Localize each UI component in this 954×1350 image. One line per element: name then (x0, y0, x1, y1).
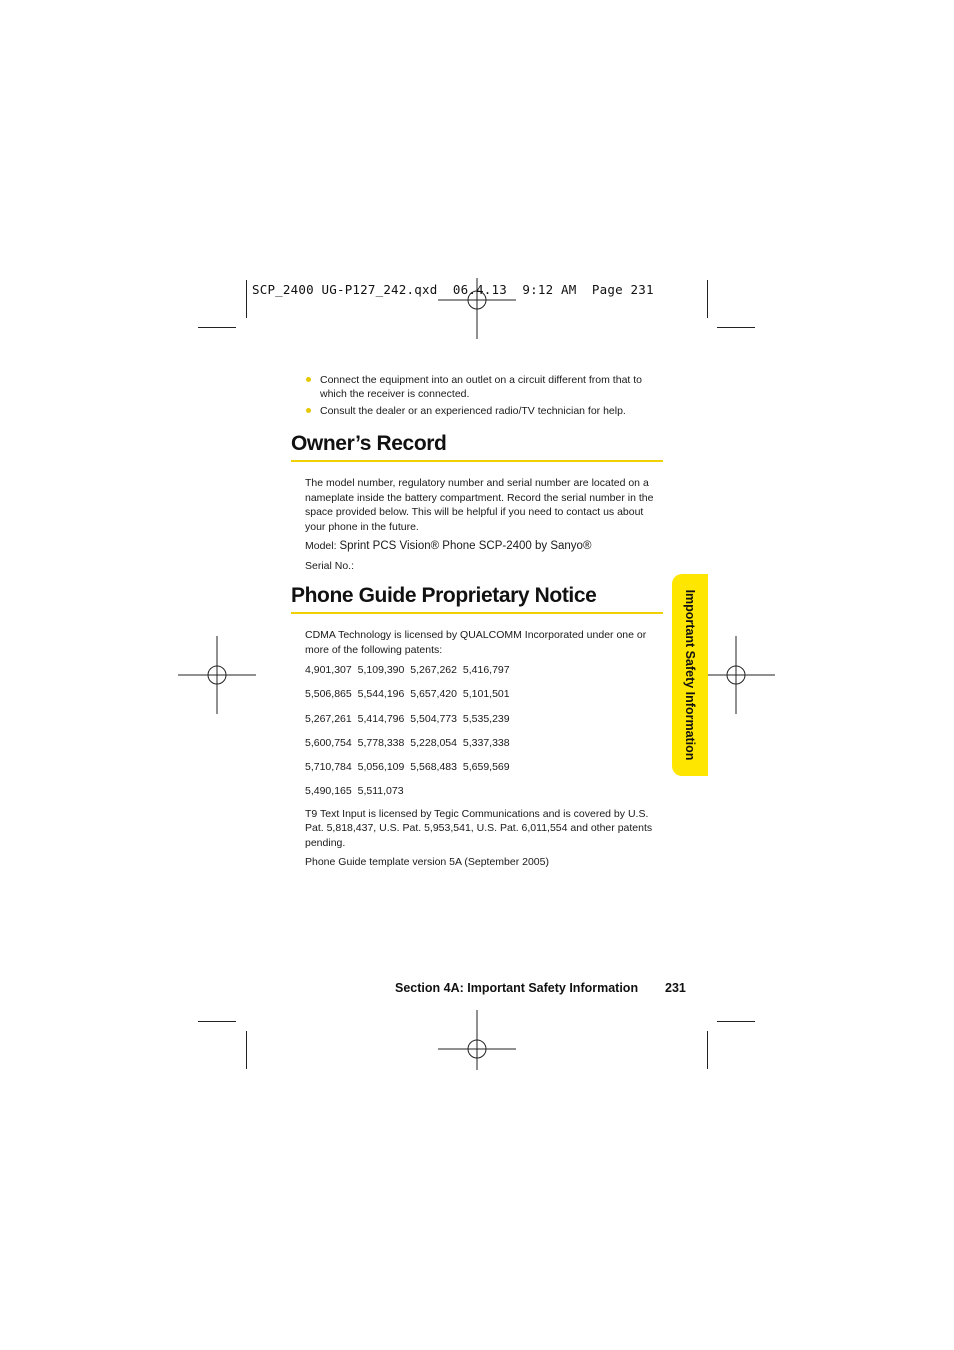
bullet-list (305, 373, 665, 421)
crop-mark (717, 1021, 755, 1022)
patent-row: 5,600,754 5,778,338 5,228,054 5,337,338 (305, 736, 510, 749)
crop-mark (198, 1021, 236, 1022)
patent-row: 5,267,261 5,414,796 5,504,773 5,535,239 (305, 712, 510, 725)
bullet-icon (306, 408, 311, 413)
notice-section (305, 628, 663, 875)
list-item (305, 373, 665, 401)
serial-label: Serial No.: (305, 559, 355, 572)
model-label: Model: (305, 540, 337, 552)
t9-notice: T9 Text Input is licensed by Tegic Communications and is covered by U.S. Pat. 5,818,437, U.S. Pat. 5,953,541, U.S. Pat. 6,011,554 and other patents pending. (305, 807, 653, 849)
owners-record-heading: Owner’s Record (291, 432, 663, 462)
registration-mark-icon (438, 261, 516, 339)
page-number: 231 (665, 981, 686, 995)
template-version: Phone Guide template version 5A (September 2005) (305, 856, 549, 869)
side-tab-label: Important Safety Information (683, 589, 697, 761)
crop-mark (707, 280, 708, 318)
notice-heading: Phone Guide Proprietary Notice (291, 584, 663, 614)
registration-mark-icon (438, 1010, 516, 1088)
bullet-icon (306, 377, 311, 382)
patent-row: 4,901,307 5,109,390 5,267,262 5,416,797 (305, 664, 510, 676)
bullet-text: Consult the dealer or an experienced radio/TV technician for help. (320, 405, 626, 417)
patent-row: 5,506,865 5,544,196 5,657,420 5,101,501 (305, 688, 510, 701)
registration-mark-icon (178, 636, 256, 714)
patent-row: 5,710,784 5,056,109 5,568,483 5,659,569 (305, 761, 510, 774)
footer-section-title: Section 4A: Important Safety Information (395, 981, 639, 995)
bullet-text: Connect the equipment into an outlet on a circuit different from that to which the receiver is connected. (320, 374, 642, 400)
crop-mark (717, 327, 755, 328)
model-line (305, 539, 663, 554)
crop-mark (707, 1031, 708, 1069)
crop-mark (246, 1031, 247, 1069)
owners-record-section (305, 476, 663, 578)
registration-mark-icon (697, 636, 775, 714)
print-slug: SCP_2400 UG-P127_242.qxd 06.4.13 9:12 AM Page 231 (252, 282, 654, 297)
model-value: Sprint PCS Vision® Phone SCP-2400 by Sanyo® (339, 540, 592, 552)
patent-row: 5,490,165 5,511,073 (305, 785, 404, 798)
owners-record-body: The model number, regulatory number and serial number are located on a nameplate inside the battery compartment. Record the serial number in the space provided below. This will be helpful if you need to contact us about your phone in the future. (305, 477, 654, 533)
list-item (305, 404, 665, 418)
crop-mark (246, 280, 247, 318)
notice-intro: CDMA Technology is licensed by QUALCOMM Incorporated under one or more of the following patents: (305, 629, 647, 656)
crop-mark (198, 327, 236, 328)
